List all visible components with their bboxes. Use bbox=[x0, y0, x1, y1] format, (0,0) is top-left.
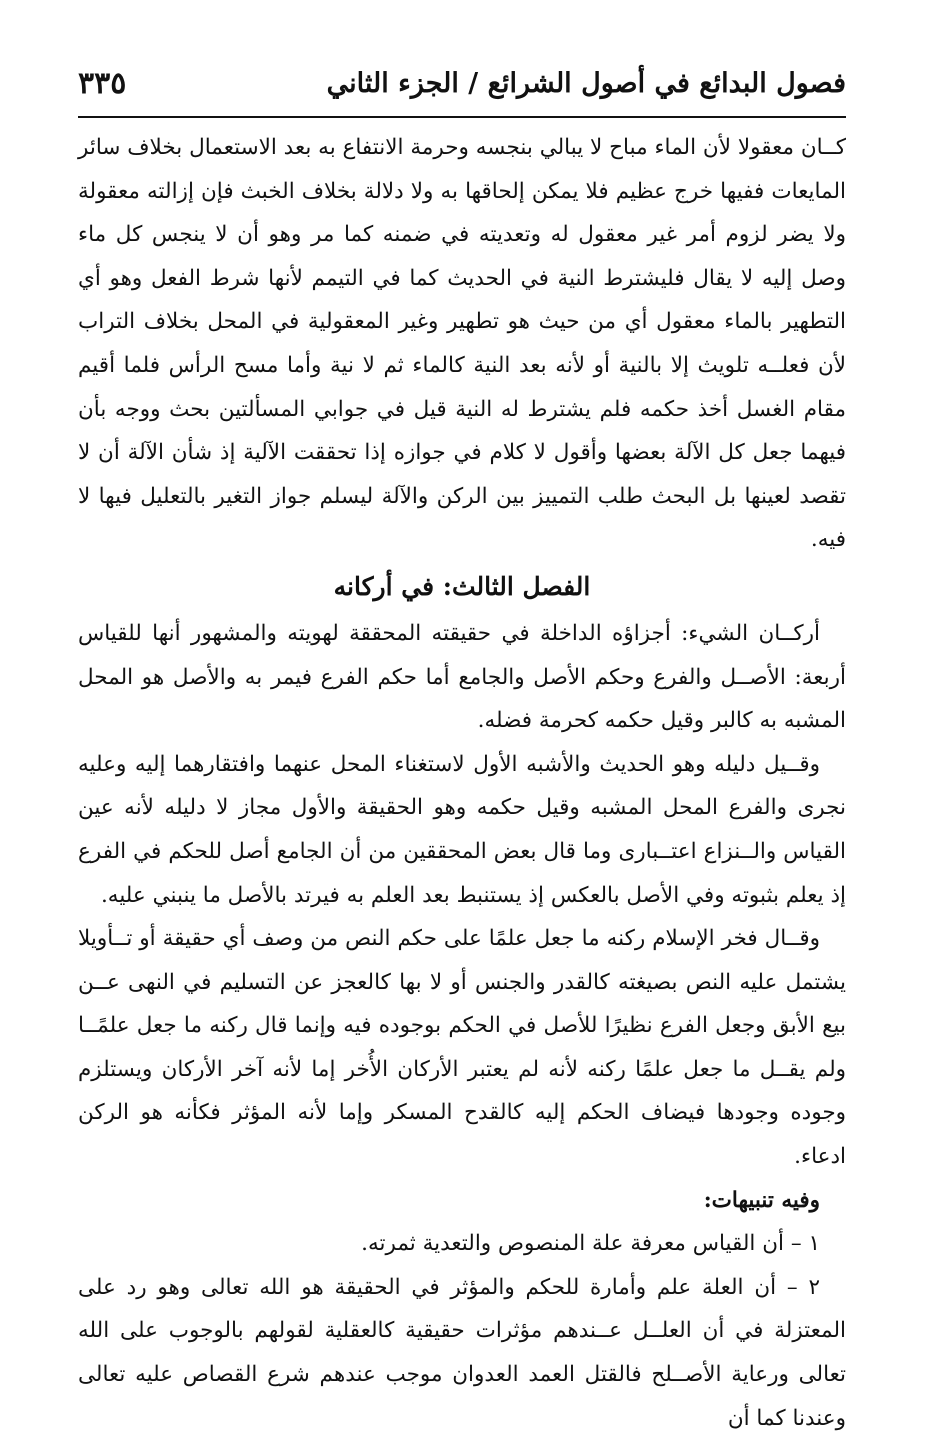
paragraph-evidence: وقــيل دليله وهو الحديث والأشبه الأول لاستغناء المحل عنهما وافتقارهما إليه وعليه نجرى والفرع المحل المشبه وقيل حكمه وهو الحقيقة والأول مجاز لا دليله لأنه عين القياس والــنزاع اعتــبارى وما قال بعض المحققين من أن الجامع أصل للحكم في الفرع إذ يعلم بثبوته وفي الأصل بالعكس إذ يستنبط بعد العلم به فيرتد بالأصل ما ينبني عليه. bbox=[78, 751, 846, 908]
note-item-2: ٢ – أن العلة علم وأمارة للحكم والمؤثر في الحقيقة هو الله تعالى وهو رد على المعتزلة في أن العلــل عــندهم مؤثرات حقيقية كالعقلية لقولهم بالوجوب على الله تعالى ورعاية الأصــلح فالقتل العمد العدوان موجب عندهم شرع القصاص عليه تعالى وعندنا كما أن bbox=[78, 1274, 846, 1431]
book-title: فصول البدائع في أصول الشرائع / الجزء الثاني bbox=[326, 68, 846, 99]
paragraph-pillars-definition: أركــان الشيء: أجزاؤه الداخلة في حقيقته المحققة لهويته والمشهور أنها للقياس أربعة: الأصــل والفرع وحكم الأصل والجامع أما حكم الفرع فيمر به والأصل هو المحل المشبه به كالبر وقيل حكمه كحرمة فضله. bbox=[78, 620, 846, 734]
paragraph-fakhr-al-islam: وقــال فخر الإسلام ركنه ما جعل علمًا على حكم النص من وصف أي حقيقة أو تــأويلا يشتمل عليه النص بصيغته كالقدر والجنس أو لا بها كالعجز عن التسليم في النهى عــن بيع الأبق وجعل الفرع نظيرًا للأصل في الحكم بوجوده فيه وإنما قال ركنه ما جعل علمًــا ولم يقــل ما جعل علمًا ركنه لأنه لم يعتبر الأركان الأُخر إما لأنه آخر الأركان ويستلزم وجوده وجودها فيضاف الحكم إليه كالقدح المسكر وإما لأنه المؤثر فكأنه هو الركن ادعاء. bbox=[78, 926, 846, 1170]
note-item-1: ١ – أن القياس معرفة علة المنصوص والتعدية ثمرته. bbox=[361, 1231, 820, 1257]
paragraph-continued: كــان معقولا لأن الماء مباح لا يبالي بنجسه وحرمة الانتفاع به بعد الاستعمال بخلاف سائر المايعات ففيها خرج عظيم فلا يمكن إلحاقها به ولا دلالة بخلاف الخبث فإن إزالته معقولة ولا يضر لزوم أمر غير معقول له وتعديته في ضمنه كما مر وهو أن لا ينجس كل ماء وصل إليه لا يقال فليشترط النية في الحديث كما في التيمم لأنها شرط الفعل وهو أي التطهير بالماء معقول أي من حيث هو تطهير وغير المعقولية في المحل بخلاف التراب لأن فعلــه تلويث إلا بالنية أو لأنه بعد النية كالماء ثم لا نية وأما مسح الرأس فلما أقيم مقام الغسل أخذ حكمه فلم يشترط له النية قيل في جوابي المسألتين بحث ووجه بأن فيهما جعل كل الآلة بعضها وأقول لا كلام في جوازه إذا تحققت الآلية إذ شأن الآلة أن لا تقصد لعينها بل البحث طلب التمييز بين الركن والآلة ليسلم جواز التغير بالتعليل فيها لا فيه. bbox=[78, 135, 846, 553]
running-header bbox=[78, 60, 846, 118]
page-body bbox=[78, 118, 846, 1440]
book-page bbox=[78, 60, 846, 1440]
notes-heading: وفيه تنبيهات: bbox=[703, 1187, 820, 1213]
page-number: ٣٣٥ bbox=[78, 66, 127, 101]
section-heading: الفصل الثالث: في أركانه bbox=[333, 571, 591, 601]
